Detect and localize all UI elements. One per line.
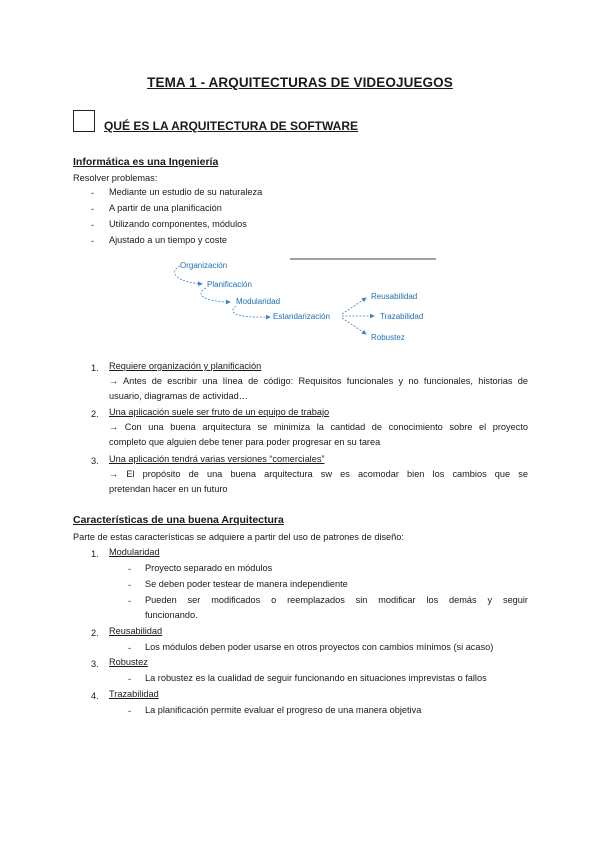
diagram-outcome-reusabilidad: Reusabilidad bbox=[371, 292, 418, 301]
list-number: 2. bbox=[91, 628, 99, 638]
numbered-item-text: → Con una buena arquitectura se minimiza la cantidad de conocimiento sobre el proyecto bbox=[109, 422, 528, 432]
list-item: funcionando. bbox=[145, 610, 198, 620]
flow-arrow bbox=[342, 298, 366, 314]
list-number: 4. bbox=[91, 691, 99, 701]
list-number: 1. bbox=[91, 549, 99, 559]
diagram-node-organizacion: Organización bbox=[180, 261, 228, 270]
bullet-dash: - bbox=[128, 674, 132, 684]
bullet-dash: - bbox=[91, 204, 95, 214]
diagram-node-modularidad: Modularidad bbox=[236, 297, 281, 306]
list-item: Ajustado a un tiempo y coste bbox=[109, 235, 227, 245]
flow-arrow bbox=[201, 288, 230, 302]
diagram-outcome-trazabilidad: Trazabilidad bbox=[380, 312, 424, 321]
list-number: 2. bbox=[91, 409, 99, 419]
list-item: Utilizando componentes, módulos bbox=[109, 219, 247, 229]
list-item: La planificación permite evaluar el progreso de una manera objetiva bbox=[145, 705, 422, 715]
bullet-dash: - bbox=[91, 220, 95, 230]
bullet-dash: - bbox=[128, 596, 132, 606]
bullet-dash: - bbox=[128, 643, 132, 653]
list-number: 3. bbox=[91, 659, 99, 669]
intro-text: Parte de estas características se adquiere a partir del uso de patrones de diseño: bbox=[73, 532, 404, 542]
intro-text: Resolver problemas: bbox=[73, 173, 158, 183]
numbered-item-label: Trazabilidad bbox=[109, 689, 159, 699]
subsection-heading-ingenieria: Informática es una Ingeniería bbox=[73, 156, 219, 168]
list-item: Proyecto separado en módulos bbox=[145, 563, 273, 573]
list-item: A partir de una planificación bbox=[109, 203, 222, 213]
numbered-item-text: completo que alguien debe tener para poder progresar en su tarea bbox=[109, 437, 381, 447]
list-item: Pueden ser modificados o reemplazados sin modificar los demás y seguir bbox=[145, 595, 528, 605]
diagram-node-planificacion: Planificación bbox=[207, 280, 252, 289]
bullet-dash: - bbox=[91, 188, 95, 198]
bullet-dash: - bbox=[91, 236, 95, 246]
list-item: Se deben poder testear de manera independiente bbox=[145, 579, 348, 589]
list-item: Mediante un estudio de su naturaleza bbox=[109, 187, 263, 197]
numbered-item-label: Robustez bbox=[109, 657, 148, 667]
numbered-item-text: → Antes de escribir una línea de código: Requisitos funcionales y no funcionales, historias de bbox=[109, 376, 528, 386]
list-item: Los módulos deben poder usarse en otros proyectos con cambios mínimos (si acaso) bbox=[145, 642, 494, 652]
numbered-item-text: pretendan hacer en un futuro bbox=[109, 484, 228, 494]
bullet-dash: - bbox=[128, 580, 132, 590]
numbered-item-label: Requiere organización y planificación bbox=[109, 361, 262, 371]
list-item: La robustez es la cualidad de seguir funcionando en situaciones imprevistas o fallos bbox=[145, 673, 487, 683]
list-number: 1. bbox=[91, 363, 99, 373]
bullet-dash: - bbox=[128, 564, 132, 574]
diagram-outcome-robustez: Robustez bbox=[371, 333, 405, 342]
architecture-diagram bbox=[0, 250, 600, 360]
list-number: 3. bbox=[91, 456, 99, 466]
numbered-item-text: usuario, diagramas de actividad… bbox=[109, 391, 248, 401]
flow-arrow bbox=[342, 318, 366, 334]
numbered-item-label: Una aplicación tendrá varias versiones “comerciales” bbox=[109, 454, 325, 464]
numbered-item-text: → El propósito de una buena arquitectura sw es acomodar bien los cambios que se bbox=[109, 469, 528, 479]
flow-arrow bbox=[233, 306, 270, 317]
bullet-dash: - bbox=[128, 706, 132, 716]
diagram-node-estandarizacion: Estandarización bbox=[273, 312, 330, 321]
section-checkbox[interactable] bbox=[73, 110, 95, 132]
numbered-item-label: Una aplicación suele ser fruto de un equipo de trabajo bbox=[109, 407, 330, 417]
numbered-item-label: Modularidad bbox=[109, 547, 160, 557]
numbered-item-label: Reusabilidad bbox=[109, 626, 163, 636]
section-title: QUÉ ES LA ARQUITECTURA DE SOFTWARE bbox=[104, 119, 359, 133]
page-title: TEMA 1 - ARQUITECTURAS DE VIDEOJUEGOS bbox=[147, 75, 453, 90]
subsection-heading-caracteristicas: Características de una buena Arquitectura bbox=[73, 514, 284, 526]
